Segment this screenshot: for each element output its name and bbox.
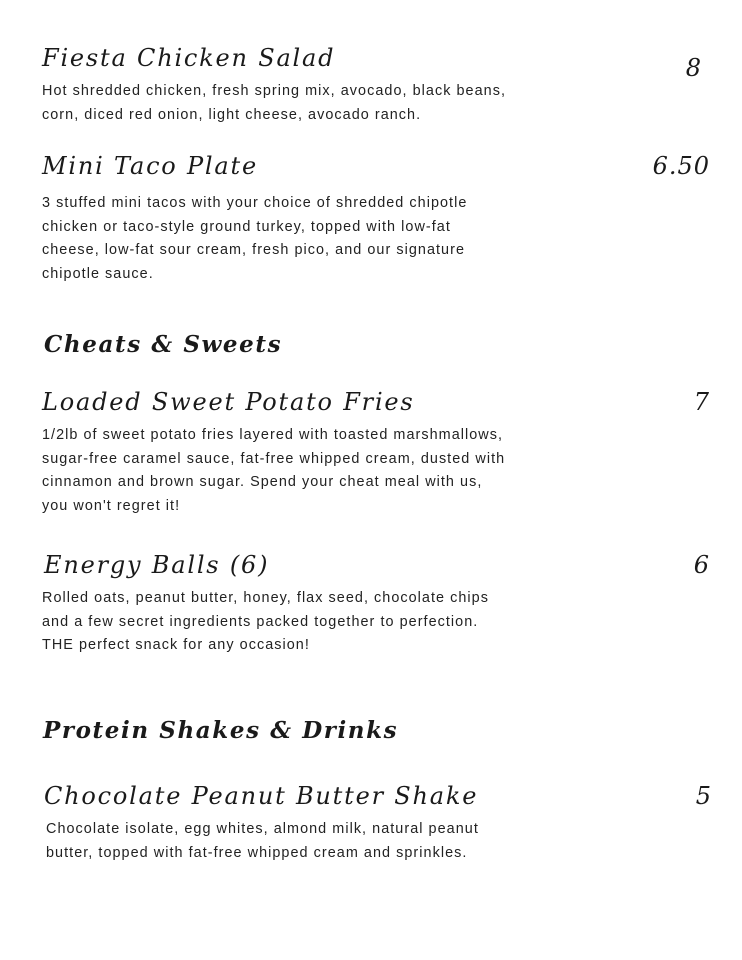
section-heading-protein-shakes-drinks: Protein Shakes & Drinks <box>43 717 399 744</box>
item-name: Loaded Sweet Potato Fries <box>42 388 415 416</box>
item-description: 3 stuffed mini tacos with your choice of shredded chipotle chicken or taco-style ground turkey, topped with low-fat cheese, low-fat sour cream, fresh pico, and our signature chipotle sauce. <box>42 195 468 283</box>
item-name: Fiesta Chicken Salad <box>42 44 336 72</box>
item-price: 6.50 <box>652 152 710 180</box>
item-price: 6 <box>693 551 710 579</box>
section-heading-cheats-sweets: Cheats & Sweets <box>44 331 283 358</box>
item-price: 5 <box>695 782 712 810</box>
item-price: 8 <box>685 54 702 82</box>
item-description: Chocolate isolate, egg whites, almond milk, natural peanut butter, topped with fat-free whipped cream and sprinkles. <box>46 821 479 861</box>
item-name: Mini Taco Plate <box>42 152 258 180</box>
item-description: 1/2lb of sweet potato fries layered with toasted marshmallows, sugar-free caramel sauce, fat-free whipped cream, dusted with cinnamon and brown sugar. Spend your cheat meal with us, you won't regret it! <box>42 427 506 515</box>
item-description: Hot shredded chicken, fresh spring mix, avocado, black beans, corn, diced red onion, light cheese, avocado ranch. <box>42 83 507 123</box>
item-price: 7 <box>693 388 710 416</box>
item-name: Chocolate Peanut Butter Shake <box>44 782 479 810</box>
item-name: Energy Balls (6) <box>44 551 270 579</box>
item-description: Rolled oats, peanut butter, honey, flax seed, chocolate chips and a few secret ingredients packed together to perfection. THE perfect snack for any occasion! <box>42 590 489 654</box>
